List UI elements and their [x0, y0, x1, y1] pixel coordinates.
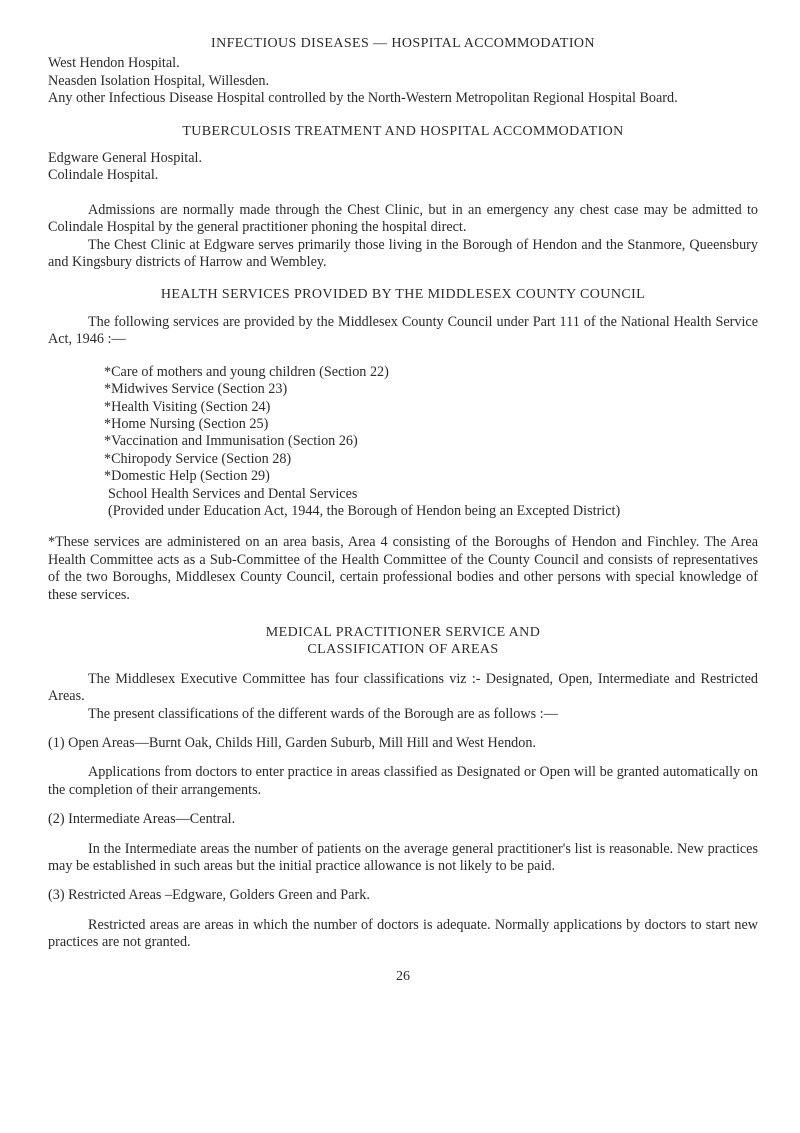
list-item: *Health Visiting (Section 24)	[104, 398, 271, 415]
medical-practitioner-heading-line-1: MEDICAL PRACTITIONER SERVICE AND	[265, 624, 541, 640]
intermediate-areas-item: (2) Intermediate Areas—Central.	[48, 811, 236, 828]
tuberculosis-line-2: Colindale Hospital.	[48, 167, 159, 184]
tuberculosis-line-1: Edgware General Hospital.	[48, 150, 203, 167]
tuberculosis-admissions-paragraph: Admissions are normally made through the Chest Clinic, but in an emergency any chest case may be admitted to Colindale Hospital by the general practitioner phoning the hospital direct.	[48, 201, 758, 236]
health-services-heading: HEALTH SERVICES PROVIDED BY THE MIDDLESEX COUNTY COUNCIL	[160, 287, 646, 303]
tuberculosis-chest-clinic-paragraph: The Chest Clinic at Edgware serves primarily those living in the Borough of Hendon and the Stanmore, Queensbury and Kingsbury districts of Harrow and Wembley.	[48, 236, 758, 271]
open-areas-paragraph: Applications from doctors to enter practice in areas classified as Designated or Open will be granted automatically on the completion of their arrangements.	[48, 764, 758, 798]
infectious-line-2: Neasden Isolation Hospital, Willesden.	[48, 72, 270, 89]
health-services-intro: The following services are provided by the Middlesex County Council under Part 111 of the National Health Service Act, 1946 :—	[48, 313, 758, 348]
medical-practitioner-heading-line-2: CLASSIFICATION OF AREAS	[307, 642, 499, 658]
restricted-areas-item: (3) Restricted Areas –Edgware, Golders Green and Park.	[48, 887, 370, 904]
infectious-line-3: Any other Infectious Disease Hospital controlled by the North-Western Metropolitan Regional Hospital Board.	[48, 90, 678, 107]
list-item: *Vaccination and Immunisation (Section 26)	[104, 433, 358, 450]
list-item: *Care of mothers and young children (Section 22)	[104, 363, 389, 380]
list-item: *Home Nursing (Section 25)	[104, 415, 269, 432]
classification-paragraph: The Middlesex Executive Committee has four classifications viz :- Designated, Open, Intermediate and Restricted Areas.	[48, 670, 758, 705]
page-number: 26	[396, 968, 410, 984]
list-item: *Midwives Service (Section 23)	[104, 381, 288, 398]
health-services-footnote: *These services are administered on an area basis, Area 4 consisting of the Boroughs of Hendon and Finchley. The Area Health Committee acts as a Sub-Committee of the Health Committee of the County Council and consists of representatives of the two Boroughs, Middlesex County Council, certain professional bodies and other persons with special knowledge of these services.	[48, 534, 758, 603]
tuberculosis-heading: TUBERCULOSIS TREATMENT AND HOSPITAL ACCOMMODATION	[182, 123, 624, 139]
classification-wards-paragraph: The present classifications of the different wards of the Borough are as follows :—	[88, 705, 558, 722]
health-services-list	[48, 364, 758, 521]
restricted-areas-paragraph: Restricted areas are areas in which the number of doctors is adequate. Normally applications by doctors to start new practices are not granted.	[48, 916, 758, 951]
infectious-line-1: West Hendon Hospital.	[48, 55, 180, 72]
list-item: *Chiropody Service (Section 28)	[104, 450, 292, 467]
intermediate-areas-paragraph: In the Intermediate areas the number of patients on the average general practitioner's list is reasonable. New practices may be established in such areas but the initial practice allowance is not likely to be paid.	[48, 840, 758, 875]
list-item: *Domestic Help (Section 29)	[104, 468, 270, 485]
infectious-diseases-heading: INFECTIOUS DISEASES — HOSPITAL ACCOMMODATION	[211, 36, 595, 51]
open-areas-item: (1) Open Areas—Burnt Oak, Childs Hill, Garden Suburb, Mill Hill and West Hendon.	[48, 735, 537, 751]
list-item: (Provided under Education Act, 1944, the Borough of Hendon being an Excepted District)	[108, 502, 621, 519]
list-item: School Health Services and Dental Services	[108, 485, 358, 502]
